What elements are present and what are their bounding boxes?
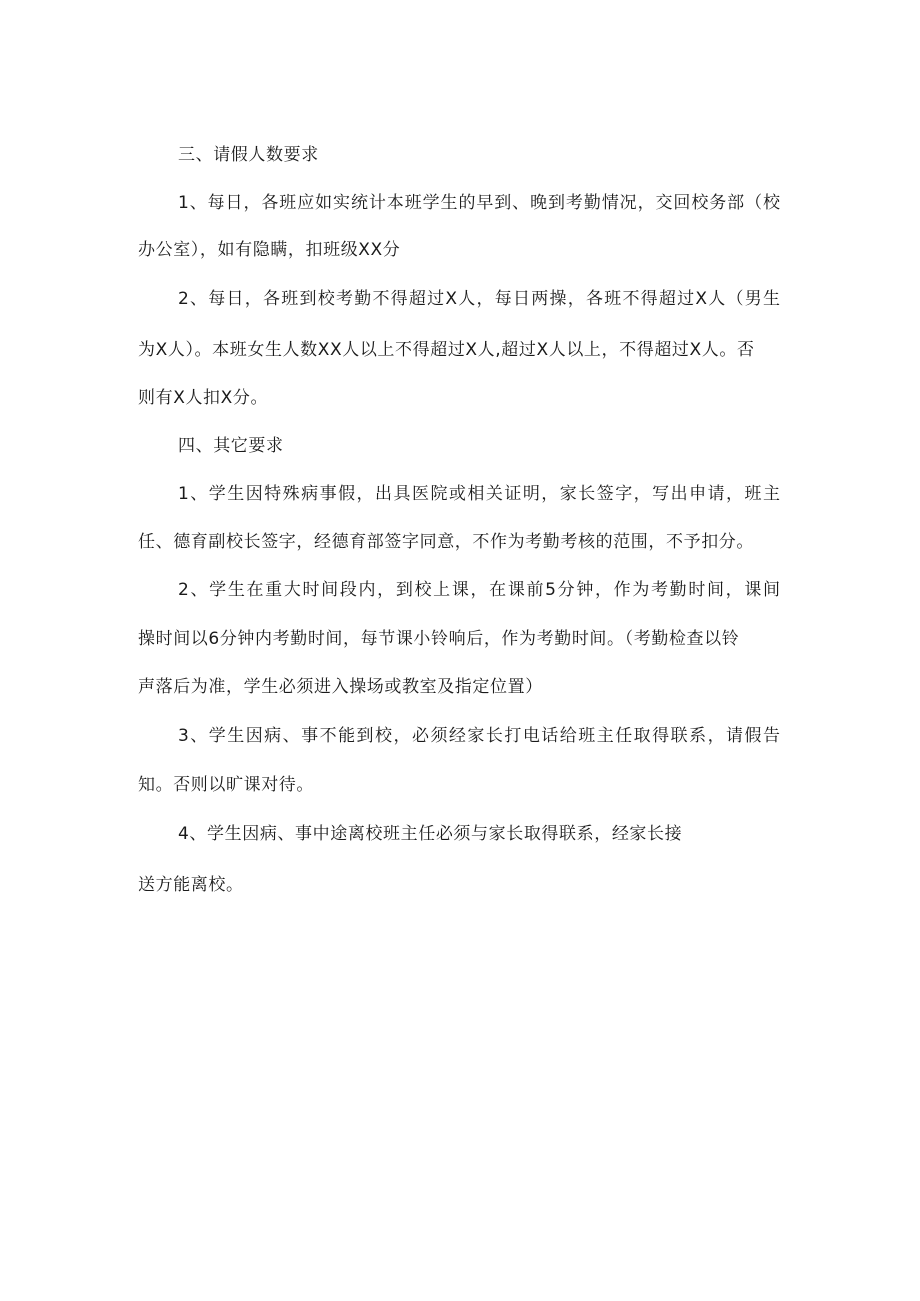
paragraph-line: 3、学生因病、事不能到校，必须经家长打电话给班主任取得联系，请假告 [178,726,780,746]
paragraph-line: 2、每日，各班到校考勤不得超过X人，每日两操，各班不得超过X人（男生 [178,289,780,309]
section-heading: 四、其它要求 [178,436,284,456]
paragraph-line: 1、学生因特殊病事假，出具医院或相关证明，家长签字，写出申请，班主 [178,484,780,504]
paragraph-line: 1、每日，各班应如实统计本班学生的早到、晚到考勤情况，交回校务部（校 [178,193,780,213]
paragraph-line: 办公室），如有隐瞒，扣班级XX分 [138,240,401,260]
paragraph-line: 声落后为准，学生必须进入操场或教室及指定位置） [138,677,543,697]
paragraph-line: 为X人）。本班女生人数XX人以上不得超过X人,超过X人以上，不得超过X人。否 [138,340,755,360]
paragraph-line: 4、学生因病、事中途离校班主任必须与家长取得联系，经家长接 [178,824,683,844]
paragraph-line: 知。否则以旷课对待。 [138,775,314,795]
section-heading: 三、请假人数要求 [178,145,319,165]
paragraph-line: 送方能离校。 [138,875,244,895]
paragraph-line: 任、德育副校长签字，经德育部签字同意，不作为考勤考核的范围，不予扣分。 [138,532,754,552]
paragraph-line: 操时间以6分钟内考勤时间，每节课小铃响后，作为考勤时间。（考勤检查以铃 [138,629,740,649]
paragraph-line: 则有X人扣X分。 [138,388,269,408]
paragraph-line: 2、学生在重大时间段内，到校上课，在课前5分钟，作为考勤时间，课间 [178,580,780,600]
